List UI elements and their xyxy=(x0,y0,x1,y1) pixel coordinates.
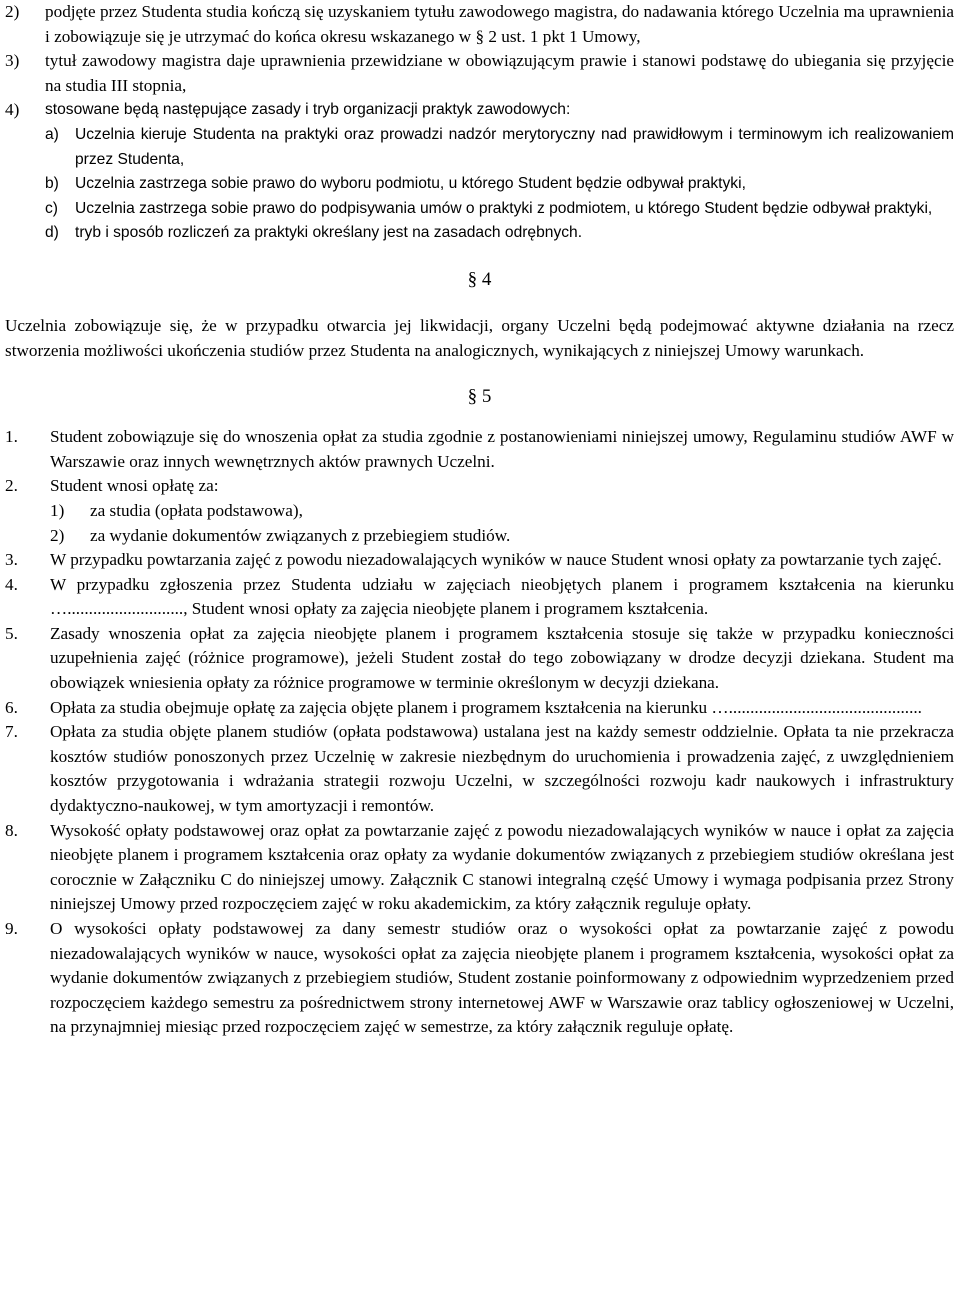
sub-item-text: Uczelnia kieruje Studenta na praktyki oraz prowadzi nadzór merytoryczny nad prawidłowym i terminowym ich realizowaniem przez Studenta, xyxy=(75,125,954,168)
practice-rules-list xyxy=(45,123,954,246)
sub-item-text: Uczelnia zastrzega sobie prawo do podpisywania umów o praktyki z podmiotem, u którego Student będzie odbywał praktyki, xyxy=(75,199,933,217)
list-item-number: 3) xyxy=(5,51,20,71)
sub-item-text: Uczelnia zastrzega sobie prawo do wyboru podmiotu, u którego Student będzie odbywał praktyki, xyxy=(75,175,746,193)
list-item-text: W przypadku powtarzania zajęć z powodu niezadowalających wyników w nauce Student wnosi opłaty za powtarzanie tych zajęć. xyxy=(50,550,942,570)
list-item-number: 9. xyxy=(5,919,18,938)
list-item-number: 4. xyxy=(5,574,18,594)
list-item xyxy=(5,573,954,622)
sub-item-letter: a) xyxy=(45,125,59,143)
list-item xyxy=(5,548,954,573)
sub-item-letter: b) xyxy=(45,175,59,193)
list-item-number: 2) xyxy=(5,2,20,21)
list-item-text: Opłata za studia objęte planem studiów (opłata podstawowa) ustalana jest na każdy semestr oddzielnie. Opłata ta nie przekracza kosztów studiów ponoszonych przez Uczelnię w zakresie niezbędnym do uruchomienia i prowadzenia zajęć, z uwzględnieniem kosztów przygotowania i wdrażania strategii rozwoju Uczelni, w szczególności rozwoju kadr naukowych i infrastruktury dydaktyczno-naukowej, w tym amortyzacji i remontów. xyxy=(50,722,954,816)
list-item xyxy=(5,49,954,98)
section-4-heading: § 4 xyxy=(467,268,492,290)
list-item-text: Opłata za studia obejmuje opłatę za zajęcia objęte planem i programem kształcenia na kierunku …............................................. xyxy=(50,697,922,717)
sub-item-text: za wydanie dokumentów związanych z przebiegiem studiów. xyxy=(90,525,511,545)
list-item-number: 5. xyxy=(5,623,18,643)
list-item xyxy=(5,819,954,917)
sub-list-item xyxy=(45,221,954,246)
sub-item-number: 2) xyxy=(50,525,65,545)
list-item xyxy=(5,917,954,1040)
list-item-text: W przypadku zgłoszenia przez Studenta udziału w zajęciach nieobjętych planem i programem kształcenia na kierunku …..........................., Student wnosi opłaty za zajęcia nieobjęte planem i programem kształcenia. xyxy=(50,574,954,619)
sub-list-item xyxy=(50,499,954,524)
list-item-text: O wysokości opłaty podstawowej za dany semestr studiów oraz o wysokości opłat za powtarzanie zajęć z powodu niezadowalających wyników w nauce, wysokości opłat za zajęcia nieobjęte planem i programem kształcenia, wysokości opłat za wydanie dokumentów związanych z przebiegiem studiów, Student zostanie poinformowany z odpowiednim wyprzedzeniem przed rozpoczęciem każdego semestru za pośrednictwem strony internetowej AWF w Warszawie oraz tablicy ogłoszeniowej w Uczelni, na przynajmniej miesiąc przed rozpoczęciem zajęć w semestrze, za który załącznik reguluje opłatę. xyxy=(50,919,954,1037)
fee-types-list xyxy=(50,499,954,548)
list-item-number: 1. xyxy=(5,427,18,447)
sub-list-item xyxy=(50,524,954,549)
section-5-heading: § 5 xyxy=(467,386,492,408)
list-item-number: 4) xyxy=(5,100,20,120)
sub-list-item xyxy=(45,172,954,197)
sub-list-item xyxy=(45,123,954,172)
list-item-text: stosowane będą następujące zasady i tryb organizacji praktyk zawodowych: xyxy=(45,101,571,119)
list-item xyxy=(5,474,954,499)
list-item-number: 3. xyxy=(5,550,18,570)
list-item xyxy=(5,0,954,49)
list-item xyxy=(5,98,954,123)
list-item-text: Wysokość opłaty podstawowej oraz opłat za powtarzanie zajęć z powodu niezadowalających wyników w nauce i opłat za zajęcia nieobjęte planem i programem kształcenia oraz opłaty za wydanie dokumentów związanych z przebiegiem studiów określana jest corocznie w Załączniku C do niniejszej umowy. Załącznik C stanowi integralną część Umowy i wymaga podpisania przez Strony niniejszej Umowy przed rozpoczęciem zajęć w roku akademickim, za który załącznik reguluje opłaty. xyxy=(50,820,954,914)
list-item-number: 6. xyxy=(5,697,18,717)
sub-item-letter: d) xyxy=(45,224,59,242)
list-item-number: 2. xyxy=(5,476,18,496)
sub-item-letter: c) xyxy=(45,199,58,217)
section-4-text: Uczelnia zobowiązuje się, że w przypadku otwarcia jej likwidacji, organy Uczelni będą podejmować aktywne działania na rzecz stworzenia możliwości ukończenia studiów przez Studenta na analogicznych, wynikających z niniejszej Umowy warunkach. xyxy=(5,315,954,360)
list-item-text: Student wnosi opłatę za: xyxy=(50,476,219,496)
list-item-number: 8. xyxy=(5,820,18,840)
terms-list xyxy=(5,0,954,246)
list-item xyxy=(5,425,954,474)
list-item xyxy=(5,696,954,721)
list-item-text: Student zobowiązuje się do wnoszenia opłat za studia zgodnie z postanowieniami niniejszej umowy, Regulaminu studiów AWF w Warszawie oraz innych wewnętrznych aktów prawnych Uczelni. xyxy=(50,427,954,471)
list-item-number: 7. xyxy=(5,722,18,742)
list-item-text: Zasady wnoszenia opłat za zajęcia nieobjęte planem i programem kształcenia stosuje się także w przypadku konieczności uzupełnienia zajęć (różnice programowe), jeżeli Student został do tego zobowiązany w drodze decyzji dziekana. Student ma obowiązek wniesienia opłaty za różnice programowe w terminie określonym w decyzji dziekana. xyxy=(50,623,954,693)
sub-item-text: za studia (opłata podstawowa), xyxy=(90,500,303,520)
sub-item-text: tryb i sposób rozliczeń za praktyki określany jest na zasadach odrębnych. xyxy=(75,224,583,242)
sub-item-number: 1) xyxy=(50,500,65,520)
sub-list-item xyxy=(45,197,954,222)
list-item xyxy=(5,622,954,696)
section-5-list xyxy=(5,425,954,1040)
list-item-text: podjęte przez Studenta studia kończą się uzyskaniem tytułu zawodowego magistra, do nadawania którego Uczelnia ma uprawnienia i zobowiązuje się je utrzymać do końca okresu wskazanego w § 2 ust. 1 pkt 1 Umowy, xyxy=(45,2,954,46)
list-item xyxy=(5,720,954,818)
list-item-text: tytuł zawodowy magistra daje uprawnienia przewidziane w obowiązującym prawie i stanowi podstawę do ubiegania się przyjęcie na studia III stopnia, xyxy=(45,51,954,95)
